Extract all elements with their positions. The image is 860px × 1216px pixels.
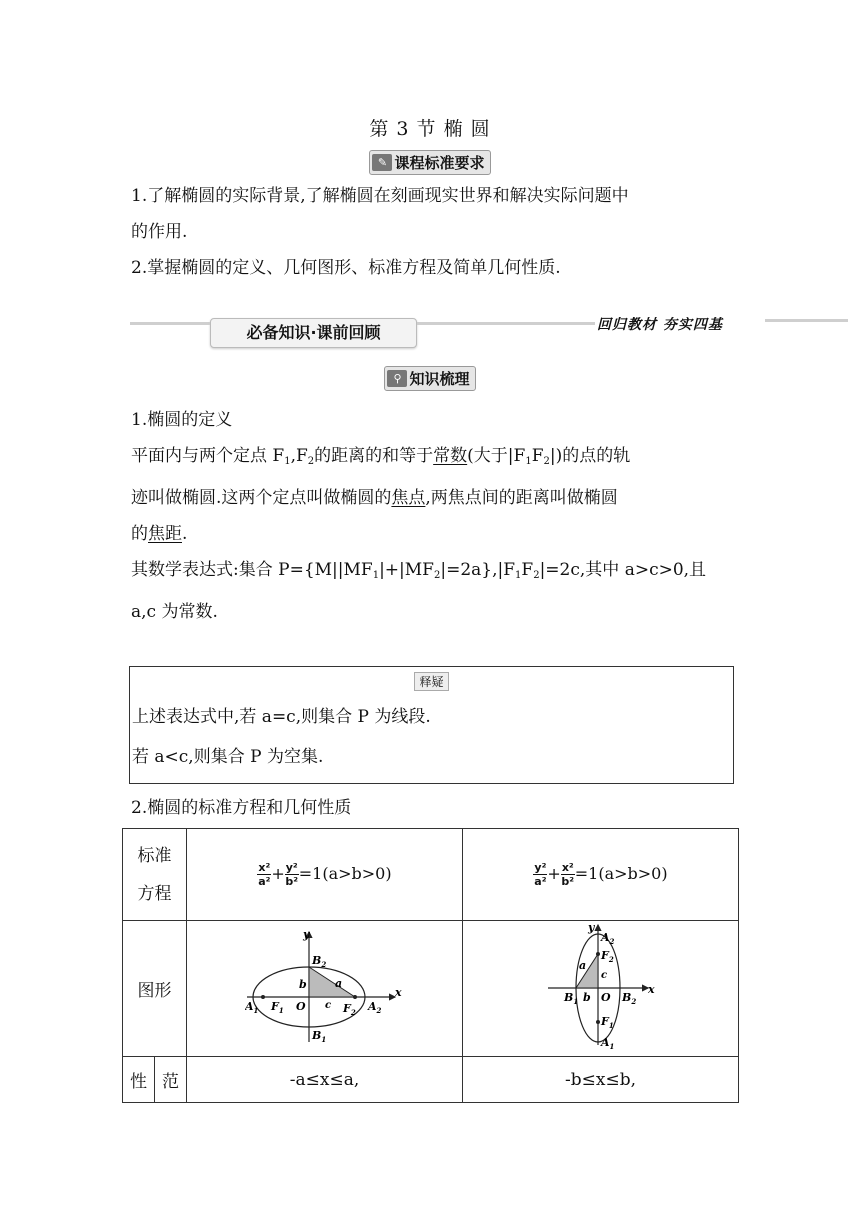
text-run: F xyxy=(531,446,544,466)
curriculum-tag xyxy=(369,150,490,175)
axis-label: y xyxy=(587,921,594,934)
note-box xyxy=(129,666,734,784)
text-run: |=2a},|F xyxy=(440,560,516,580)
text-run: |=2c,其中 a>c>0,且 xyxy=(539,560,707,580)
origin-label: O xyxy=(600,991,611,1004)
text-run: ,F xyxy=(290,446,308,466)
table-row-header: 性 xyxy=(123,1057,155,1103)
segment-label: b xyxy=(582,991,591,1004)
section-heading: 1.椭圆的定义 xyxy=(131,410,233,430)
text-run: 的 xyxy=(131,524,148,544)
point-label: $F_2$ xyxy=(600,949,614,964)
point-label: $F_1$ xyxy=(270,1000,284,1015)
definition-line xyxy=(131,516,736,552)
text-run: ,两焦点间的距离叫做椭圆 xyxy=(425,488,618,508)
curriculum-tag-wrap xyxy=(0,150,860,175)
figure-cell-horizontal xyxy=(187,921,463,1057)
point-label: $B_2$ xyxy=(311,954,326,969)
note-tag: 释疑 xyxy=(414,672,448,691)
requirement-line: 的作用. xyxy=(131,222,188,242)
requirement-line: 2.掌握椭圆的定义、几何图形、标准方程及简单几何性质. xyxy=(131,258,561,278)
vertical-ellipse-figure xyxy=(546,921,656,1051)
equation-tail: =1(a>b>0) xyxy=(298,864,392,883)
band-line-right xyxy=(765,319,848,322)
underlined-term: 焦距 xyxy=(148,524,182,544)
knowledge-tag xyxy=(384,366,475,391)
figure-cell-vertical xyxy=(463,921,739,1057)
text-run: 其数学表达式:集合 P={M||MF xyxy=(131,560,373,580)
fraction xyxy=(285,861,299,888)
chart-icon: ✎ xyxy=(372,154,392,171)
range-cell: -b≤x≤b, xyxy=(463,1057,739,1103)
point-label: $F_1$ xyxy=(600,1015,614,1030)
table-row xyxy=(123,921,739,1057)
band-line-mid xyxy=(415,322,595,325)
range-cell: -a≤x≤a, xyxy=(187,1057,463,1103)
denominator: b² xyxy=(285,875,299,888)
band-line-left xyxy=(130,322,212,325)
definition-line xyxy=(131,438,736,480)
focus-point xyxy=(261,995,265,999)
subscript: 2 xyxy=(307,456,315,467)
numerator: x² xyxy=(258,861,271,874)
text-run: (大于|F xyxy=(467,446,526,466)
text-run: . xyxy=(182,524,188,544)
axis-label: x xyxy=(394,986,402,999)
page-title: 第 3 节 椭 圆 xyxy=(369,118,491,140)
point-label: $B_1$ xyxy=(311,1029,326,1044)
note-line: 若 a<c,则集合 P 为空集. xyxy=(132,747,324,767)
fraction xyxy=(257,861,271,888)
denominator: a² xyxy=(534,875,547,888)
text-run: |)的点的轨 xyxy=(549,446,631,466)
fraction xyxy=(533,861,547,888)
numerator: x² xyxy=(561,861,574,874)
header-text: 方程 xyxy=(137,883,172,904)
table-row-header: 图形 xyxy=(123,921,187,1057)
definition-line xyxy=(131,480,736,516)
focus-point xyxy=(353,995,357,999)
focus-point xyxy=(596,952,600,956)
note-line: 上述表达式中,若 a=c,则集合 P 为线段. xyxy=(132,707,431,727)
point-label: $F_2$ xyxy=(342,1002,356,1017)
axis-label: x xyxy=(647,983,655,996)
equation-tail: =1(a>b>0) xyxy=(574,864,668,883)
table-row xyxy=(123,829,739,921)
text-run: 的距离的和等于 xyxy=(314,446,434,466)
numerator: y² xyxy=(534,861,547,874)
fraction xyxy=(561,861,575,888)
section-definition xyxy=(131,402,736,630)
equation-cell-horizontal xyxy=(187,829,463,921)
subscript: 1 xyxy=(515,570,522,581)
underlined-term: 常数 xyxy=(433,446,468,466)
knowledge-tag-label: 知识梳理 xyxy=(409,370,470,388)
requirement-line: 1.了解椭圆的实际背景,了解椭圆在刻画现实世界和解决实际问题中 xyxy=(131,186,629,206)
segment-label: c xyxy=(324,1000,331,1011)
expression-line: a,c 为常数. xyxy=(131,602,218,622)
segment-label: b xyxy=(298,978,307,991)
point-label: $A_1$ xyxy=(600,1036,614,1051)
segment-label: c xyxy=(600,970,607,981)
underlined-term: 焦点 xyxy=(391,488,426,508)
segment-label: a xyxy=(578,959,586,972)
note-tag-wrap xyxy=(130,671,733,691)
text-run: 迹叫做椭圆.这两个定点叫做椭圆的 xyxy=(131,488,392,508)
point-label: $A_2$ xyxy=(367,1000,381,1015)
numerator: y² xyxy=(285,861,298,874)
subscript: 1 xyxy=(284,456,291,467)
segment-label: a xyxy=(334,977,342,990)
text-run: F xyxy=(521,560,534,580)
denominator: b² xyxy=(561,875,575,888)
knowledge-tag-wrap xyxy=(0,366,860,391)
horizontal-ellipse-figure xyxy=(245,926,405,1046)
point-label: $A_1$ xyxy=(244,1000,258,1015)
band-slogan: 回归教材 夯实四基 xyxy=(597,317,723,333)
point-label: $B_1$ xyxy=(563,991,578,1006)
band-title: 必备知识·课前回顾 xyxy=(210,318,417,348)
ellipse-properties-table xyxy=(122,828,739,1103)
point-label: $A_2$ xyxy=(600,931,614,946)
subscript: 1 xyxy=(372,570,380,581)
table-row-header xyxy=(123,829,187,921)
text-run: |+|MF xyxy=(379,560,434,580)
focal-triangle xyxy=(309,967,355,997)
table-row xyxy=(123,1057,739,1103)
subscript: 2 xyxy=(533,570,540,581)
axis-label: y xyxy=(302,928,309,941)
curriculum-tag-label: 课程标准要求 xyxy=(394,154,485,172)
subscript: 1 xyxy=(525,456,532,467)
note-text xyxy=(132,697,431,777)
text-run: 平面内与两个定点 F xyxy=(131,446,285,466)
plus-sign: + xyxy=(271,864,285,883)
point-label: $B_2$ xyxy=(621,991,636,1006)
expression-line xyxy=(131,552,736,594)
subscript: 2 xyxy=(543,456,550,467)
table-row-subheader: 范 xyxy=(155,1057,187,1103)
denominator: a² xyxy=(258,875,271,888)
header-text: 标准 xyxy=(137,845,172,866)
requirements xyxy=(131,178,736,286)
compass-icon: ⚲ xyxy=(387,370,407,387)
plus-sign: + xyxy=(547,864,561,883)
equation-cell-vertical xyxy=(463,829,739,921)
subscript: 2 xyxy=(433,570,441,581)
section2-heading: 2.椭圆的标准方程和几何性质 xyxy=(131,798,352,818)
focus-point xyxy=(596,1020,600,1024)
origin-label: O xyxy=(295,1000,306,1013)
